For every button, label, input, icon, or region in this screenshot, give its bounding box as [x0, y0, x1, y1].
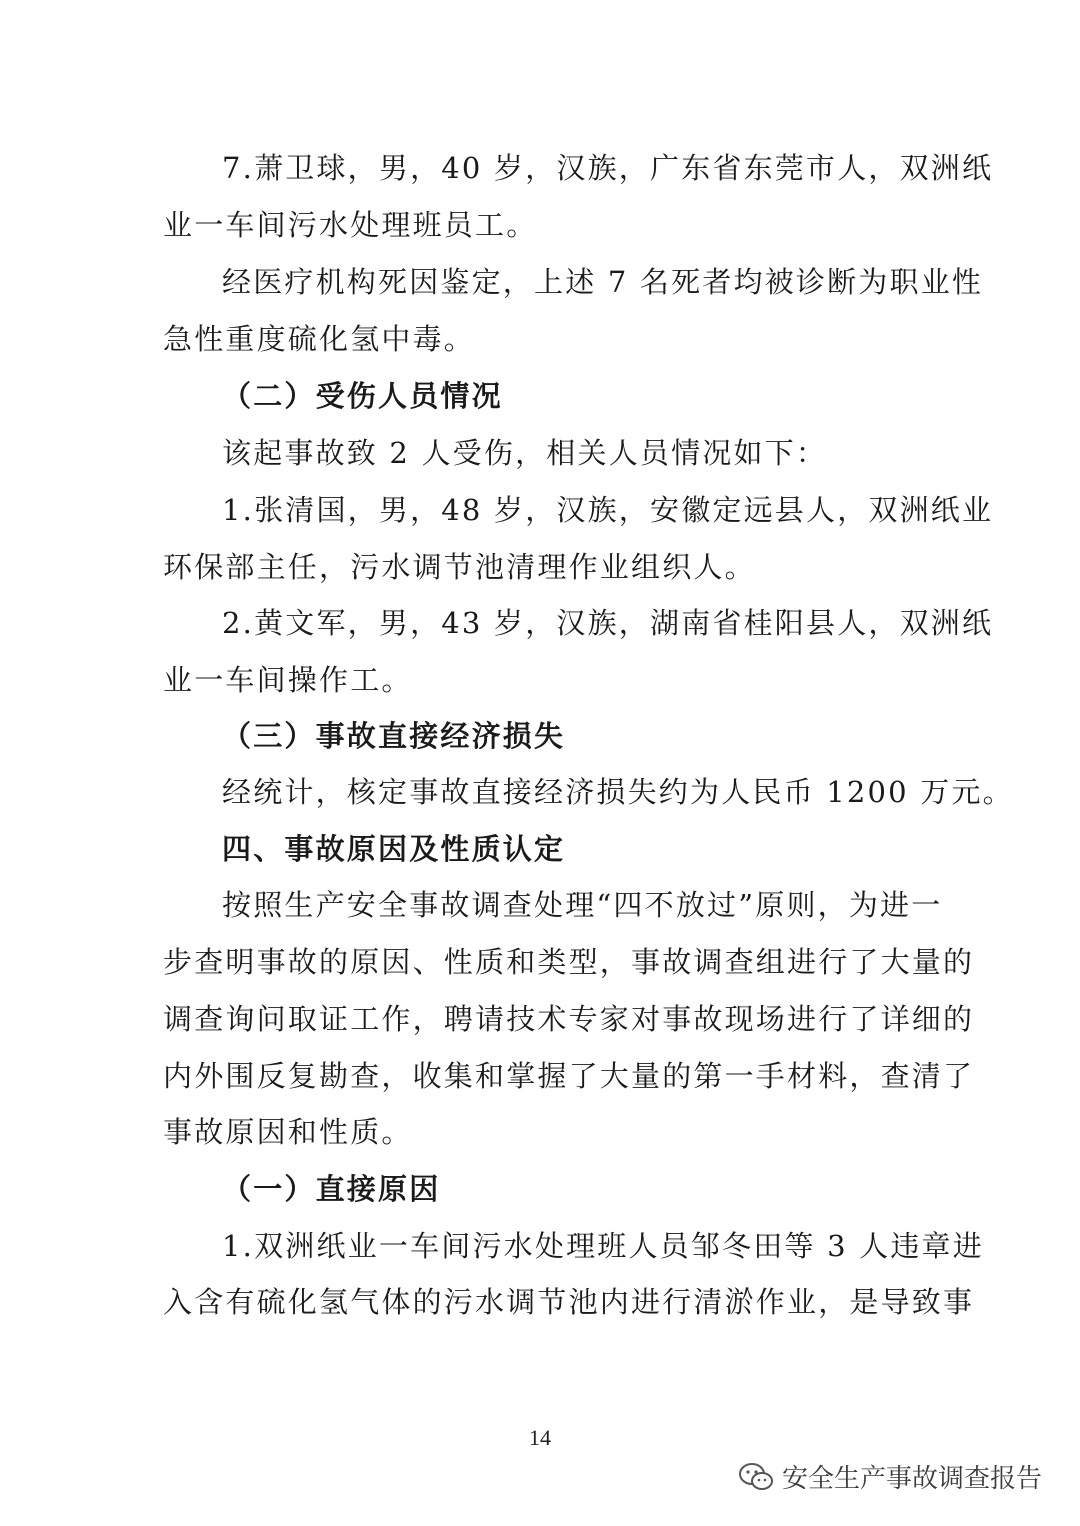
text-line: 1.双洲纸业一车间污水处理班人员邹冬田等 3 人违章进	[222, 1229, 984, 1263]
text-line: 1.张清国，男，48 岁，汉族，安徽定远县人，双洲纸业	[222, 493, 994, 527]
wechat-icon	[738, 1462, 774, 1492]
text-line: 入含有硫化氢气体的污水调节池内进行清淤作业，是导致事	[163, 1285, 975, 1319]
page-number: 14	[529, 1425, 551, 1450]
text-line: 业一车间污水处理班员工。	[163, 208, 538, 242]
text-line: 2.黄文军，男，43 岁，汉族，湖南省桂阳县人，双洲纸	[222, 606, 994, 640]
text-line: 内外围反复勘查，收集和掌握了大量的第一手材料，查清了	[163, 1059, 975, 1093]
text-line: 经统计，核定事故直接经济损失约为人民币 1200 万元。	[222, 775, 1014, 809]
text-line: 事故原因和性质。	[163, 1115, 413, 1149]
text-line: 经医疗机构死因鉴定，上述 7 名死者均被诊断为职业性	[222, 265, 984, 299]
source-watermark	[738, 1458, 1042, 1495]
text-line: 调查询问取证工作，聘请技术专家对事故现场进行了详细的	[163, 1002, 975, 1036]
text-line: 急性重度硫化氢中毒。	[163, 322, 476, 356]
text-line: 该起事故致 2 人受伤，相关人员情况如下：	[222, 436, 828, 470]
text-line: 业一车间操作工。	[163, 663, 413, 697]
section-heading: （三）事故直接经济损失	[222, 719, 566, 753]
watermark-text: 安全生产事故调查报告	[781, 1464, 1042, 1494]
text-line: 7.萧卫球，男，40 岁，汉族，广东省东莞市人，双洲纸	[222, 151, 994, 185]
text-line: 步查明事故的原因、性质和类型，事故调查组进行了大量的	[163, 945, 975, 979]
section-heading: （二）受伤人员情况	[222, 379, 503, 413]
text-line: 按照生产安全事故调查处理“四不放过”原则，为进一	[222, 888, 943, 922]
text-line: 环保部主任，污水调节池清理作业组织人。	[163, 550, 756, 584]
section-heading: （一）直接原因	[222, 1172, 441, 1206]
section-heading: 四、事故原因及性质认定	[222, 832, 566, 866]
